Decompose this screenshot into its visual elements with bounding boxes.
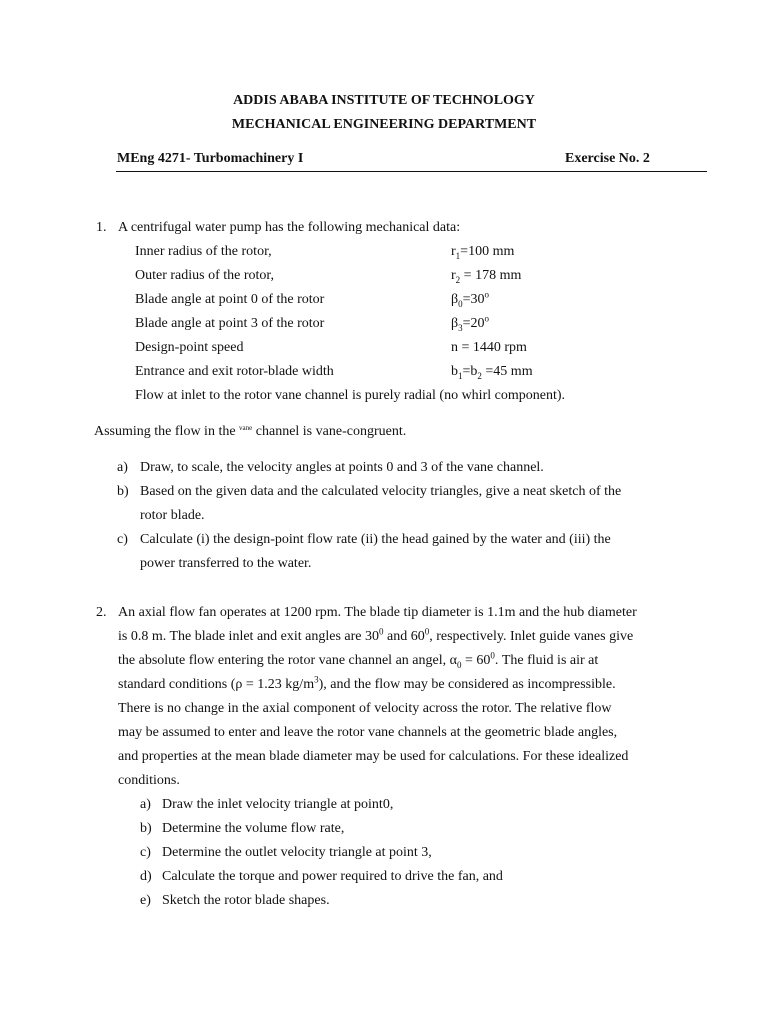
q2-line: may be assumed to enter and leave the rotor vane channels at the geometric blade angles, — [118, 725, 618, 740]
q1-part-text: rotor blade. — [140, 508, 205, 523]
q2-part-label: e) — [140, 893, 151, 908]
q1-part-text: Based on the given data and the calculated velocity triangles, give a neat sketch of the — [140, 484, 622, 499]
exercise-number: Exercise No. 2 — [565, 151, 650, 166]
q2-part-text: Draw the inlet velocity triangle at point0, — [162, 797, 394, 812]
q1-data-label: Inner radius of the rotor, — [135, 244, 272, 259]
q2-part-text: Determine the volume flow rate, — [162, 821, 345, 836]
q1-data-value: $\beta_3=20^o$ — [451, 313, 490, 333]
q1-data-value: $r_1=100$ mm — [451, 244, 515, 261]
q2-line: is 0.8 m. The blade inlet and exit angles are $30^0$ and $60^0$, respectively. Inlet guide vanes give — [118, 626, 634, 644]
q2-part-label: d) — [140, 869, 152, 884]
q2-part-label: a) — [140, 797, 151, 812]
q1-part-text: Calculate (i) the design-point flow rate (ii) the head gained by the water and (iii) the — [140, 532, 611, 547]
q1-data-label: Blade angle at point 3 of the rotor — [135, 316, 325, 331]
q2-line: the absolute flow entering the rotor vane channel an angel, $\alpha_0 = 60^0$. The fluid is air at — [118, 650, 599, 670]
q1-data-value: $r_2 = 178$ mm — [451, 268, 522, 285]
q1-data-label: Outer radius of the rotor, — [135, 268, 275, 283]
q2-part-text: Determine the outlet velocity triangle at point 3, — [162, 845, 432, 860]
q1-part-label: c) — [117, 532, 128, 547]
q1-part-label: b) — [117, 484, 129, 499]
q2-line: An axial flow fan operates at 1200 rpm. The blade tip diameter is 1.1m and the hub diameter — [118, 605, 637, 620]
institute-title: ADDIS ABABA INSTITUTE OF TECHNOLOGY — [233, 93, 535, 108]
q1-part-text: Draw, to scale, the velocity angles at points 0 and 3 of the vane channel. — [140, 460, 544, 475]
q1-data-label: Blade angle at point 0 of the rotor — [135, 292, 325, 307]
q1-data-label: Entrance and exit rotor-blade width — [135, 364, 334, 379]
department-title: MECHANICAL ENGINEERING DEPARTMENT — [231, 117, 537, 132]
course-code: MEng 4271- Turbomachinery I — [117, 151, 304, 166]
q1-data-label: Design-point speed — [135, 340, 244, 355]
q1-data-value: n = 1440 rpm — [451, 340, 527, 355]
q1-part-text: power transferred to the water. — [140, 556, 312, 571]
q2-part-label: c) — [140, 845, 151, 860]
q2-part-text: Calculate the torque and power required to drive the fan, and — [162, 869, 503, 884]
q1-number: 1. — [96, 220, 107, 235]
q2-number: 2. — [96, 605, 107, 620]
q2-line: There is no change in the axial component of velocity across the rotor. The relative flow — [118, 701, 612, 716]
q1-data-value: $b_1=b_2 =45$ mm — [451, 364, 533, 381]
q2-part-text: Sketch the rotor blade shapes. — [162, 893, 330, 908]
header-rule — [116, 171, 707, 172]
q1-data-value: $\beta_0=30^o$ — [451, 289, 490, 309]
q1-assumption: Assuming the flow in the $^{vane}$ channel is vane-congruent. — [94, 424, 407, 439]
q2-line: standard conditions (ρ = 1.23 $kg/m^3$), and the flow may be considered as incompressible. — [118, 674, 616, 692]
q2-part-label: b) — [140, 821, 152, 836]
q1-flow-note: Flow at inlet to the rotor vane channel is purely radial (no whirl component). — [135, 388, 565, 403]
q2-line: and properties at the mean blade diameter may be used for calculations. For these idealized — [118, 749, 629, 764]
q1-intro: A centrifugal water pump has the following mechanical data: — [118, 220, 461, 235]
q1-part-label: a) — [117, 460, 128, 475]
q2-line: conditions. — [118, 773, 180, 788]
